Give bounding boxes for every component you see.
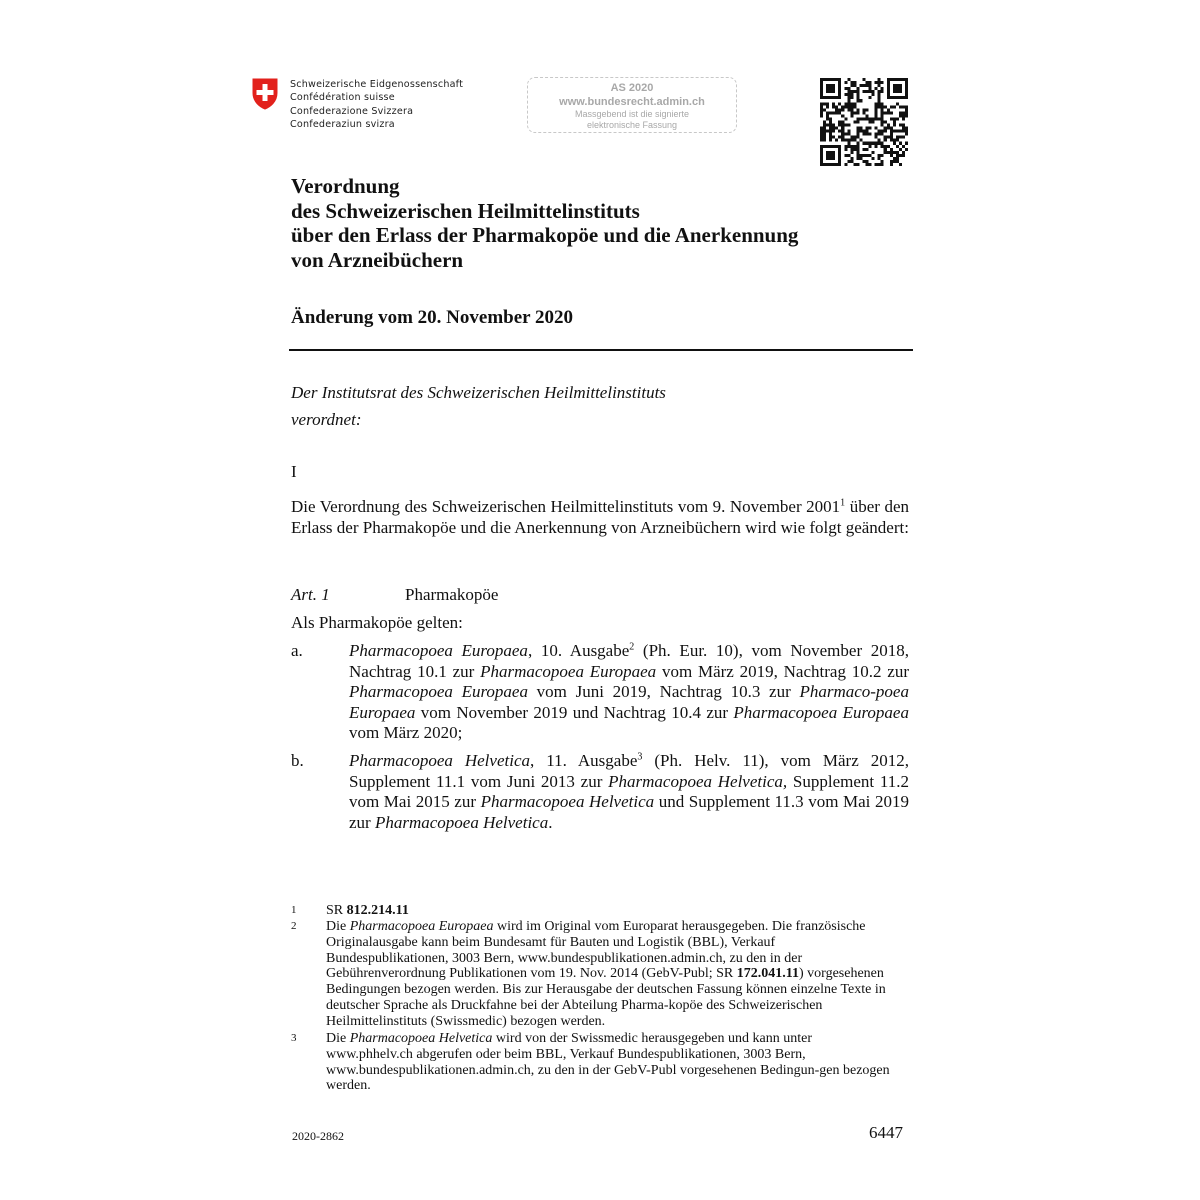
list-letter: a. [291,641,303,660]
preamble-line: Der Institutsrat des Schweizerischen Heilmittelinstituts [291,383,666,402]
list-item [291,751,909,841]
title-line: Verordnung [291,174,400,198]
intro-text: Die Verordnung des Schweizerischen Heilmittelinstituts vom 9. November 2001 [291,497,841,516]
confederation-line: Confédération suisse [290,92,395,104]
intro-text: über den Erlass der Pharmakopöe und die Anerkennung von Arzneibüchern wird wie folgt geändert: [291,497,909,537]
footnote-number: 2 [291,920,297,932]
footnote [291,1031,901,1101]
title-line: des Schweizerischen Heilmittelinstituts [291,198,640,223]
page-number: 6447 [869,1123,903,1142]
list-letter: b. [291,751,304,770]
document-number: 2020-2862 [292,1129,344,1143]
article-heading [291,585,498,605]
swiss-coat-of-arms-icon [252,78,278,110]
stamp-line: Massgebend ist die signierte [574,109,690,119]
document-title [291,174,798,272]
list-item-text: Pharmacopoea Europaea, 10. Ausgabe$^2$ (Ph. Eur. 10), vom November 2018, Nachtrag 10.1 zur Pharmacopoea Europaea vom März 2019, Nachtrag 10.2 zur Pharmacopoea Europaea vom Juni 2019, Nachtrag 10.3 zur Pharmaco-poea Europaea vom November 2019 und Nachtrag 10.4 zur Pharmacopoea Europaea vom März 2020; [349,641,910,742]
section-label: I [291,462,297,481]
intro-paragraph [291,497,909,538]
article-title: Pharmakopöe [405,585,499,604]
confederation-names [290,78,463,132]
official-publication-stamp [527,77,737,133]
footnote-ref[interactable]: 1 [840,497,846,509]
title-divider [289,349,913,351]
list-item [291,641,909,751]
stamp-line: AS 2020 [610,82,654,94]
footnote-ref[interactable]: 2 [629,641,635,653]
title-line: von Arzneibüchern [291,247,464,272]
footnote-number: 1 [291,904,297,916]
preamble-line: verordnet: [291,410,362,429]
amendment-date: Änderung vom 20. November 2020 [291,307,574,328]
title-line: über den Erlass der Pharmakopöe und die Anerkennung [291,223,799,247]
stamp-line: elektronische Fassung [586,120,678,130]
confederation-line: Schweizerische Eidgenossenschaft [290,79,464,90]
preamble [291,379,666,433]
confederation-line: Confederaziun svizra [290,119,395,131]
footnote-text: Die Pharmacopoea Europaea wird im Original vom Europarat herausgegeben. Die französische Originalausgabe kann beim Bundesamt für Bauten und Logistik (BBL), Verkauf Bundespublikationen, 3003 Bern, www.bundespublikationen.admin.ch, zu den in der Gebührenverordnung Publikationen vom 19. Nov. 2014 (GebV-Publ; SR 172.041.11) vorgesehenen Bedingungen bezogen werden. Bis zur Herausgabe der deutschen Fassung können einzelne Texte in deutscher Sprache als Druckfahne bei der Abteilung Pharma-kopöe des Schweizerischen Heilmittelinstituts (Swissmedic) bezogen werden. [326,919,886,1029]
article-number: Art. 1 [291,585,330,604]
footnote-text: Die Pharmacopoea Helvetica wird von der Swissmedic herausgegeben und kann unter www.phhelv.ch abgerufen oder beim BBL, Verkauf Bundespublikationen, 3003 Bern, www.bundespublikationen.admin.ch, zu den in der GebV-Publ vorgesehenen Bedingun-gen bezogen werden. [326,1031,890,1094]
footnote-ref[interactable]: 3 [637,751,643,763]
qr-code-icon [820,78,908,166]
list-item-text: Pharmacopoea Helvetica, 11. Ausgabe$^3$ (Ph. Helv. 11), vom März 2012, Supplement 11.1 vom Juni 2013 zur Pharmacopoea Helvetica, Supplement 11.2 vom Mai 2015 zur Pharmacopoea Helvetica und Supplement 11.3 vom Mai 2019 zur Pharmacopoea Helvetica. [349,751,910,832]
article-lead: Als Pharmakopöe gelten: [291,613,463,632]
footnote [291,919,901,1031]
stamp-url: www.bundesrecht.admin.ch [559,96,705,108]
footnote-number: 3 [291,1032,297,1044]
confederation-line: Confederazione Svizzera [290,105,414,117]
footnote-text: SR 812.214.11 [326,903,409,918]
footnote [291,903,901,919]
